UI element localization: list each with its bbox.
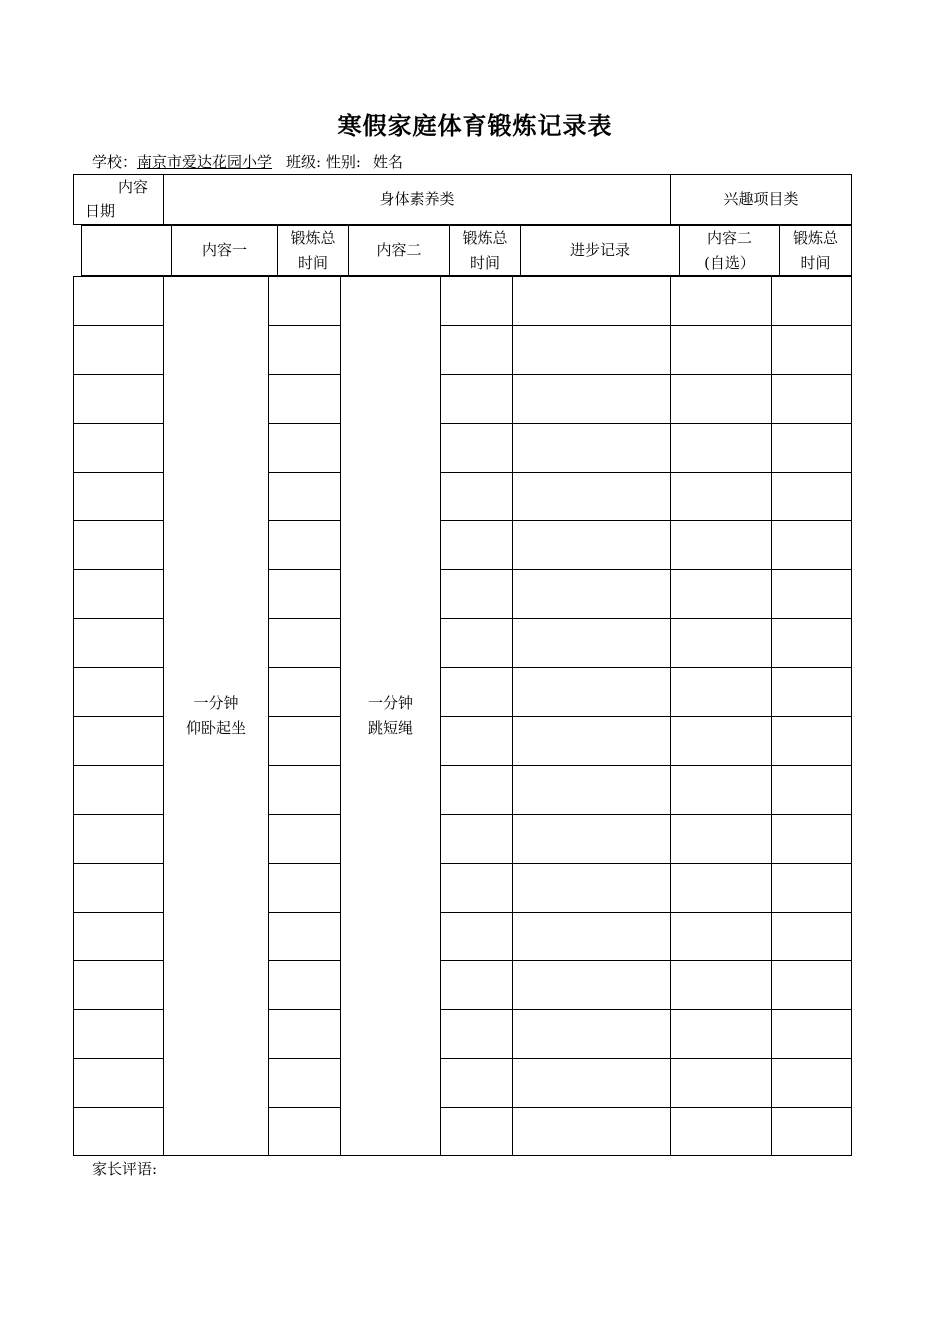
parent-comment-label: 家长评语: [92, 1160, 158, 1178]
row-divider [268, 960, 340, 961]
row-divider [73, 618, 163, 619]
subheader-time2: 锻炼总 时间 [462, 228, 508, 272]
row-divider [73, 374, 163, 375]
row-divider [268, 325, 340, 326]
subheader-item3: 内容二 (自选） [704, 228, 755, 272]
row-divider [440, 716, 852, 717]
row-divider [440, 667, 852, 668]
row-divider [73, 667, 163, 668]
row-divider [268, 520, 340, 521]
row-divider [440, 472, 852, 473]
school-name: 南京市爱达花园小学 [137, 153, 273, 171]
activity-situps: 一分钟 仰卧起坐 [185, 694, 246, 737]
page-title: 寒假家庭体育锻炼记录表 [337, 111, 613, 140]
gender-label: 性别: [325, 153, 361, 171]
row-divider [268, 765, 340, 766]
class-label: 班级: [286, 153, 322, 171]
row-divider [440, 1107, 852, 1108]
row-divider [73, 912, 163, 913]
row-divider [268, 863, 340, 864]
corner-date-label: 日期 [84, 202, 115, 220]
row-divider [73, 1009, 163, 1010]
row-divider [73, 325, 163, 326]
row-divider [268, 667, 340, 668]
row-divider [268, 569, 340, 570]
row-divider [440, 1058, 852, 1059]
subheader-progress: 进步记录 [569, 241, 630, 259]
physical-group-header: 身体素养类 [379, 190, 455, 208]
row-divider [73, 716, 163, 717]
row-divider [268, 423, 340, 424]
row-divider [268, 1107, 340, 1108]
row-divider [440, 863, 852, 864]
row-divider [268, 374, 340, 375]
corner-content-label: 内容 [117, 177, 148, 196]
name-label: 姓名 [372, 153, 403, 171]
row-divider [440, 912, 852, 913]
row-divider [440, 374, 852, 375]
row-divider [73, 472, 163, 473]
row-divider [73, 960, 163, 961]
row-divider [73, 814, 163, 815]
row-divider [440, 520, 852, 521]
row-divider [440, 569, 852, 570]
subheader-time1: 锻炼总 时间 [290, 228, 336, 272]
row-divider [440, 325, 852, 326]
activity-jump-rope: 一分钟 跳短绳 [367, 694, 413, 737]
row-divider [440, 814, 852, 815]
row-divider [268, 1058, 340, 1059]
row-divider [268, 618, 340, 619]
school-label: 学校： [92, 153, 138, 171]
row-divider [440, 1009, 852, 1010]
row-divider [73, 765, 163, 766]
row-divider [73, 569, 163, 570]
row-divider [268, 814, 340, 815]
row-divider [73, 520, 163, 521]
info-line [92, 151, 403, 172]
row-divider [440, 618, 852, 619]
row-divider [73, 1107, 163, 1108]
row-divider [268, 1009, 340, 1010]
row-divider [268, 472, 340, 473]
subheader-item1: 内容一 [201, 241, 247, 259]
interest-group-header: 兴趣项目类 [723, 190, 799, 208]
subheader-time3: 锻炼总 时间 [792, 228, 838, 272]
row-divider [73, 423, 163, 424]
row-divider [268, 716, 340, 717]
row-divider [440, 960, 852, 961]
subheader-item2: 内容二 [376, 241, 422, 259]
row-divider [440, 765, 852, 766]
row-divider [73, 1058, 163, 1059]
row-divider [268, 912, 340, 913]
row-divider [73, 863, 163, 864]
row-divider [440, 423, 852, 424]
